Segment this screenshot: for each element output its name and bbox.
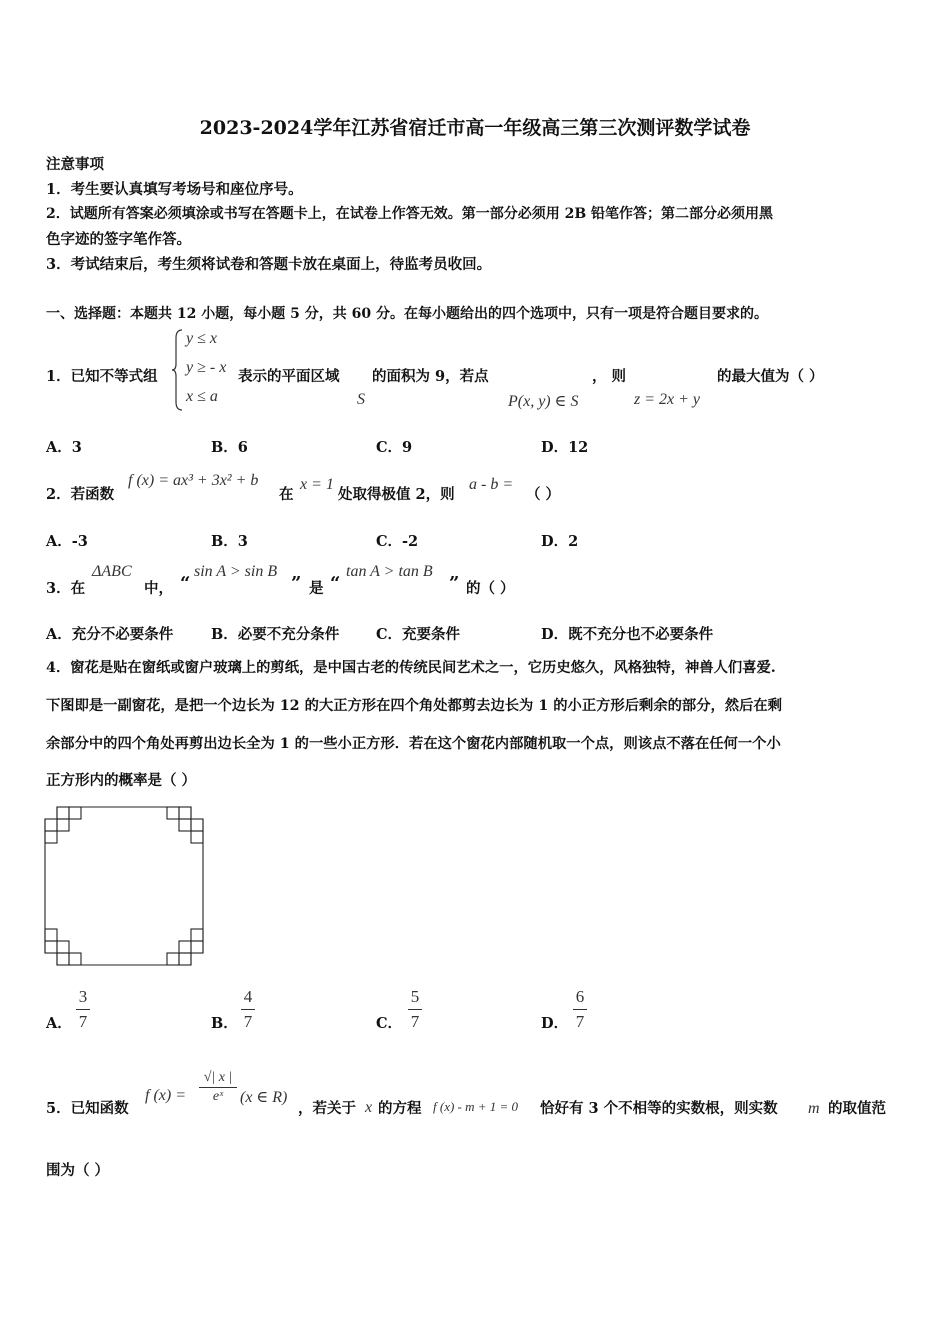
notice-line-2b: 色字迹的签字笔作答。: [46, 231, 191, 248]
q1-brace-icon: [172, 328, 184, 412]
q4-line-2: 下图即是一副窗花，是把一个边长为 12 的大正方形在四个角处都剪去边长为 1 的小正方形后剩余的部分，然后在剩: [46, 698, 782, 714]
q4-option-d-denominator: 7: [575, 1012, 585, 1031]
q3-quote-open-2: “: [330, 573, 341, 594]
q1-text-1: 表示的平面区域: [238, 368, 340, 385]
q4-option-c-denominator: 7: [410, 1012, 420, 1031]
q3-quote-close-2: ”: [449, 573, 460, 594]
fraction-bar: [199, 1087, 237, 1088]
q3-option-c: C．充要条件: [376, 626, 461, 643]
q5-var-x: x: [365, 1099, 373, 1116]
q1-text-end: 的最大值为（ ）: [717, 368, 824, 385]
notice-line-2a: 2．试题所有答案必须填涂或书写在答题卡上，在试卷上作答无效。第一部分必须用 2B 铅笔作答；第二部分必须用黑: [46, 206, 774, 222]
q4-option-b-denominator: 7: [243, 1012, 253, 1031]
q5-numerator: √| x |: [203, 1070, 233, 1085]
q4-option-c-fraction: [405, 987, 425, 1032]
q5-domain: (x ∈ R): [240, 1089, 288, 1106]
q4-line-1: 4．窗花是贴在窗纸或窗户玻璃上的剪纸，是中国古老的传统民间艺术之一，它历史悠久，风格独特，神兽人们喜爱.: [46, 660, 776, 676]
q4-option-b-label: B．: [211, 1015, 238, 1032]
q2-expression: a - b =: [469, 476, 514, 493]
q3-quote-open-1: “: [180, 573, 191, 594]
notice-heading: 注意事项: [46, 156, 104, 173]
q4-option-a-fraction: [73, 987, 93, 1032]
q3-text-1: 中，: [144, 580, 173, 597]
q3-condition-2: tan A > tan B: [346, 563, 433, 580]
q2-text-1: 在: [279, 486, 294, 503]
fraction-bar: [408, 1009, 422, 1010]
page-title: 2023-2024学年江苏省宿迁市高一年级高三第三次测评数学试卷: [199, 117, 751, 139]
q4-option-d-label: D．: [541, 1015, 569, 1032]
q5-function-fraction: [198, 1070, 238, 1105]
q4-line-4: 正方形内的概率是（ ）: [46, 772, 197, 789]
q5-var-m: m: [808, 1100, 820, 1117]
q2-text-2: 处取得极值 2，则: [338, 486, 455, 503]
q3-condition-1: sin A > sin B: [194, 563, 278, 580]
q1-set-s: S: [357, 391, 365, 408]
q3-quote-close-1: ”: [291, 573, 302, 594]
q1-point-p: P(x, y) ∈ S: [508, 393, 579, 410]
q4-line-3: 余部分中的四个角处再剪出边长全为 1 的一些小正方形．若在这个窗花内部随机取一个点，则该点不落在任何一个小: [46, 736, 781, 752]
q3-prefix: 3．在: [46, 580, 86, 597]
fraction-bar: [76, 1009, 90, 1010]
q5-text-3: 恰好有 3 个不相等的实数根，则实数: [540, 1100, 778, 1117]
q1-system-line-2: y ≥ - x: [186, 359, 227, 376]
q2-option-d: D．2: [541, 533, 579, 550]
q5-denominator: eˣ: [212, 1089, 224, 1104]
q5-text-1: ，若关于: [298, 1100, 356, 1117]
window-flower-figure: [44, 806, 208, 968]
q5-equation: f (x) - m + 1 = 0: [433, 1099, 519, 1114]
section-heading: 一、选择题：本题共 12 小题，每小题 5 分，共 60 分。在每小题给出的四个选项中，只有一项是符合题目要求的。: [46, 306, 768, 322]
q4-option-b-numerator: 4: [243, 987, 253, 1006]
q5-prefix: 5．已知函数: [46, 1100, 129, 1117]
q3-triangle: ΔABC: [92, 563, 132, 580]
notice-line-1: 1．考生要认真填写考场号和座位序号。: [46, 181, 303, 198]
q3-option-d: D．既不充分也不必要条件: [541, 626, 714, 643]
q2-option-c: C．-2: [376, 533, 419, 550]
q1-prefix: 1．已知不等式组: [46, 368, 158, 385]
q4-option-a-numerator: 3: [78, 987, 88, 1006]
q5-function-lhs: f (x) =: [145, 1087, 186, 1104]
q5-text-2: 的方程: [378, 1100, 422, 1117]
q1-objective-z: z = 2x + y: [634, 391, 701, 408]
q1-system-line-1: y ≤ x: [186, 330, 217, 347]
q1-option-d: D．12: [541, 439, 589, 456]
q4-option-c-label: C．: [376, 1015, 403, 1032]
fraction-bar: [573, 1009, 587, 1010]
q3-option-b: B．必要不充分条件: [211, 626, 340, 643]
q5-line-2: 围为（ ）: [46, 1162, 110, 1179]
q2-prefix: 2．若函数: [46, 486, 115, 503]
q4-option-c-numerator: 5: [410, 987, 420, 1006]
q4-option-b-fraction: [238, 987, 258, 1032]
q2-option-b: B．3: [211, 533, 248, 550]
q2-option-a: A．-3: [46, 533, 88, 550]
q1-option-b: B．6: [211, 439, 248, 456]
q2-function: f (x) = ax³ + 3x² + b: [128, 472, 259, 489]
q1-system-line-3: x ≤ a: [186, 388, 218, 405]
q2-x-value: x = 1: [300, 476, 334, 493]
q4-option-d-numerator: 6: [575, 987, 585, 1006]
notice-line-3: 3．考试结束后，考生须将试卷和答题卡放在桌面上，待监考员收回。: [46, 256, 492, 273]
fraction-bar: [241, 1009, 255, 1010]
q3-text-2: 是: [309, 580, 324, 597]
q4-option-a-label: A．: [46, 1015, 72, 1032]
q1-option-a: A．3: [46, 439, 82, 456]
q5-text-end: 的取值范: [828, 1100, 886, 1117]
q4-option-a-denominator: 7: [78, 1012, 88, 1031]
q4-option-d-fraction: [570, 987, 590, 1032]
q2-text-end: （ ）: [526, 486, 561, 503]
q3-option-a: A．充分不必要条件: [46, 626, 174, 643]
q3-text-end: 的（ ）: [466, 580, 515, 597]
q1-text-3: ， 则: [592, 368, 627, 385]
q1-option-c: C．9: [376, 439, 413, 456]
q1-text-2: 的面积为 9，若点: [372, 368, 489, 385]
